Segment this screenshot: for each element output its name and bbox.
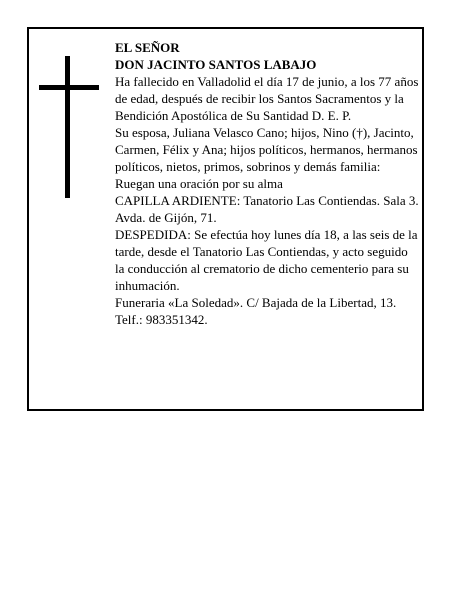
cross-vertical-bar	[65, 56, 70, 198]
notice-text	[115, 39, 420, 328]
obituary-notice	[27, 27, 424, 411]
deceased-name: DON JACINTO SANTOS LABAJO	[115, 57, 317, 72]
cross-icon	[39, 56, 99, 198]
cross-horizontal-bar	[39, 85, 99, 90]
chapel-info: CAPILLA ARDIENTE: Tanatorio Las Contiendas. Sala 3. Avda. de Gijón, 71.	[115, 193, 419, 225]
notice-heading-title: EL SEÑOR	[115, 40, 180, 55]
farewell-info: DESPEDIDA: Se efectúa hoy lunes día 18, a las seis de la tarde, desde el Tanatorio Las Contiendas, y acto seguido la conducción al crematorio de dicho cementerio para su inhumación.	[115, 227, 418, 293]
family-list: Su esposa, Juliana Velasco Cano; hijos, Nino (†), Jacinto, Carmen, Félix y Ana; hijos políticos, hermanos, hermanos políticos, nietos, primos, sobrinos y demás familia:	[115, 125, 418, 174]
prayer-request: Ruegan una oración por su alma	[115, 176, 283, 191]
death-announcement: Ha fallecido en Valladolid el día 17 de junio, a los 77 años de edad, después de recibir los Santos Sacramentos y la Bendición Apostólica de Su Santidad D. E. P.	[115, 74, 419, 123]
funeral-home-info: Funeraria «La Soledad». C/ Bajada de la Libertad, 13. Telf.: 983351342.	[115, 295, 397, 327]
